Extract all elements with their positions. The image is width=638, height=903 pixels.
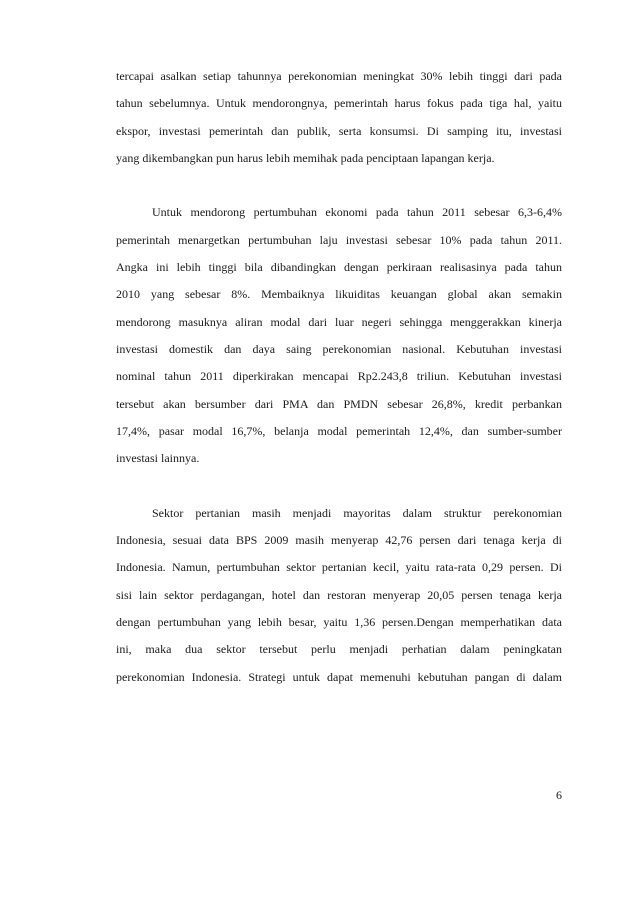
- text-line: tercapai asalkan setiap tahunnya perekonomian meningkat 30% lebih tinggi dari pada: [116, 69, 562, 83]
- text-line: investasi lainnya.: [116, 451, 200, 466]
- text-line: 2010 yang sebesar 8%. Membaiknya likuiditas keuangan global akan semakin: [116, 287, 562, 302]
- text-line: sisi lain sektor perdagangan, hotel dan restoran menyerap 20,05 persen tenaga kerja: [116, 587, 562, 602]
- text-line: mendorong masuknya aliran modal dari luar negeri sehingga menggerakkan kinerja: [116, 314, 562, 329]
- paragraph-1: [116, 63, 562, 172]
- text-line: Untuk mendorong pertumbuhan ekonomi pada tahun 2011 sebesar 6,3-6,4%: [152, 205, 562, 220]
- text-line: pemerintah menargetkan pertumbuhan laju investasi sebesar 10% pada tahun 2011.: [116, 232, 562, 247]
- text-line: Indonesia, sesuai data BPS 2009 masih menyerap 42,76 persen dari tenaga kerja di: [116, 533, 562, 548]
- text-line: ini, maka dua sektor tersebut perlu menjadi perhatian dalam peningkatan: [116, 642, 562, 657]
- text-line: Sektor pertanian masih menjadi mayoritas dalam struktur perekonomian: [152, 505, 562, 520]
- paragraph-2: [116, 199, 562, 472]
- text-line: perekonomian Indonesia. Strategi untuk dapat memenuhi kebutuhan pangan di dalam: [116, 669, 562, 684]
- text-line: dengan pertumbuhan yang lebih besar, yaitu 1,36 persen.Dengan memperhatikan data: [116, 614, 562, 629]
- text-line: Angka ini lebih tinggi bila dibandingkan dengan perkiraan realisasinya pada tahun: [116, 260, 562, 275]
- text-line: nominal tahun 2011 diperkirakan mencapai Rp2.243,8 triliun. Kebutuhan investasi: [116, 369, 562, 384]
- page-number: 6: [556, 788, 562, 802]
- text-line: tersebut akan bersumber dari PMA dan PMDN sebesar 26,8%, kredit perbankan: [116, 396, 562, 411]
- text-line: ekspor, investasi pemerintah dan publik, serta konsumsi. Di samping itu, investasi: [116, 123, 562, 138]
- text-line: 17,4%, pasar modal 16,7%, belanja modal pemerintah 12,4%, dan sumber-sumber: [116, 423, 562, 438]
- body-text: [116, 63, 562, 691]
- text-line: tahun sebelumnya. Untuk mendorongnya, pemerintah harus fokus pada tiga hal, yaitu: [116, 96, 562, 111]
- paragraph-3: [116, 500, 562, 691]
- text-line: yang dikembangkan pun harus lebih memihak pada penciptaan lapangan kerja.: [116, 150, 495, 165]
- text-line: Indonesia. Namun, pertumbuhan sektor pertanian kecil, yaitu rata-rata 0,29 persen. Di: [116, 560, 562, 575]
- text-line: investasi domestik dan daya saing perekonomian nasional. Kebutuhan investasi: [116, 341, 562, 356]
